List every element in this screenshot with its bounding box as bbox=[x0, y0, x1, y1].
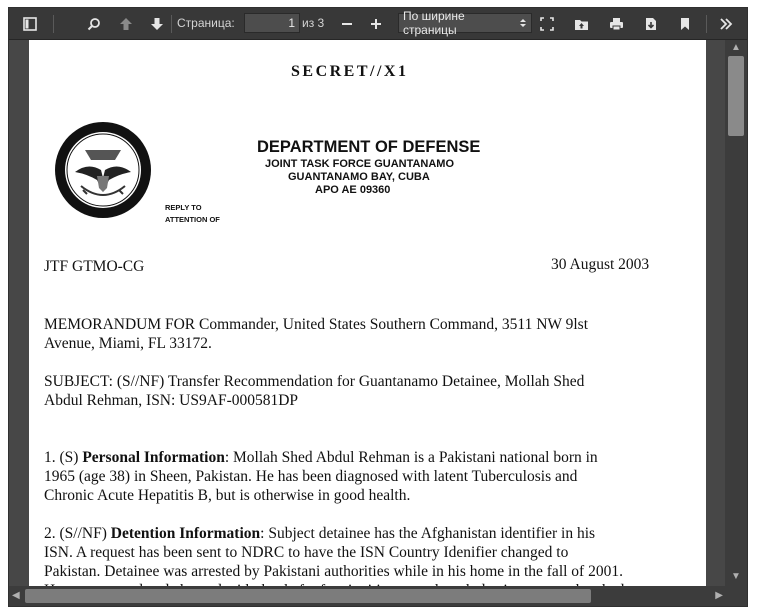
classification-header: SECRET//X1 bbox=[291, 63, 409, 80]
separator bbox=[171, 15, 172, 33]
dod-seal-icon bbox=[53, 120, 153, 220]
arrow-down-icon[interactable] bbox=[146, 12, 168, 36]
page-total: из 3 bbox=[302, 16, 325, 30]
org-line-1: JOINT TASK FORCE GUANTANAMO bbox=[265, 158, 455, 170]
paragraph-2-line-2: ISN. A request has been sent to NDRC to have the ISN Country Idenifier changed to bbox=[44, 544, 569, 561]
zoom-out-icon[interactable] bbox=[338, 12, 356, 36]
select-arrows-icon bbox=[519, 18, 527, 28]
paragraph-2-line-1 bbox=[44, 524, 595, 543]
memo-for-line-2: Avenue, Miami, FL 33172. bbox=[44, 335, 212, 352]
scrollbar-corner bbox=[725, 586, 747, 606]
open-file-icon[interactable] bbox=[571, 12, 591, 36]
paragraph-2-line-3: Pakistan. Detainee was arrested by Pakistani authorities while in his home in the fall of 2001. bbox=[44, 563, 623, 580]
document-page bbox=[29, 40, 706, 600]
org-line-2: GUANTANAMO BAY, CUBA bbox=[288, 171, 430, 183]
scroll-up-icon[interactable]: ▲ bbox=[731, 42, 741, 53]
print-icon[interactable] bbox=[606, 12, 626, 36]
memo-date: 30 August 2003 bbox=[551, 256, 650, 273]
org-line-3: APO AE 09360 bbox=[315, 184, 391, 196]
zoom-in-icon[interactable] bbox=[367, 12, 385, 36]
presentation-mode-icon[interactable] bbox=[537, 12, 557, 36]
document-viewport[interactable] bbox=[9, 40, 726, 586]
page-label: Страница: bbox=[177, 16, 235, 30]
page-number-input[interactable] bbox=[244, 13, 300, 33]
toolbar bbox=[9, 8, 747, 40]
scroll-left-icon[interactable]: ◀ bbox=[12, 590, 20, 601]
arrow-up-icon[interactable] bbox=[115, 12, 137, 36]
zoom-select[interactable] bbox=[398, 9, 532, 37]
paragraph-1-number: 1. (S) bbox=[44, 449, 83, 466]
separator bbox=[53, 15, 54, 33]
subject-line-1: SUBJECT: (S//NF) Transfer Recommendation for Guantanamo Detainee, Mollah Shed bbox=[44, 373, 585, 390]
department-title: DEPARTMENT OF DEFENSE bbox=[257, 138, 481, 156]
tools-menu-icon[interactable] bbox=[715, 12, 737, 36]
zoom-select-value: По ширине страницы bbox=[403, 9, 465, 37]
scroll-right-icon[interactable]: ▶ bbox=[715, 590, 723, 601]
search-icon[interactable] bbox=[83, 12, 105, 36]
office-reference: JTF GTMO-CG bbox=[44, 258, 145, 275]
bookmark-icon[interactable] bbox=[675, 12, 695, 36]
pdf-viewer-window bbox=[8, 7, 748, 607]
horizontal-scrollbar[interactable] bbox=[9, 586, 726, 606]
download-icon[interactable] bbox=[641, 12, 661, 36]
sidebar-toggle-icon[interactable] bbox=[19, 12, 41, 36]
scroll-down-icon[interactable]: ▼ bbox=[731, 571, 741, 582]
memo-for-line-1: MEMORANDUM FOR Commander, United States Southern Command, 3511 NW 9lst bbox=[44, 316, 589, 333]
paragraph-2-heading: Detention Information bbox=[110, 525, 261, 542]
paragraph-1-line-3: Chronic Acute Hepatitis B, but is otherwise in good health. bbox=[44, 487, 411, 504]
paragraph-2-number: 2. (S//NF) bbox=[44, 525, 111, 542]
paragraph-2-text: : Subject detainee has the Afghanistan identifier in his bbox=[260, 525, 596, 542]
paragraph-1-line-1 bbox=[44, 448, 598, 467]
separator bbox=[706, 15, 707, 33]
attention-of-label: ATTENTION OF bbox=[165, 215, 220, 224]
subject-line-2: Abdul Rehman, ISN: US9AF-000581DP bbox=[44, 392, 299, 409]
reply-to-label: REPLY TO bbox=[165, 203, 202, 212]
horizontal-scroll-thumb[interactable] bbox=[25, 589, 591, 603]
paragraph-1-line-2: 1965 (age 38) in Sheen, Pakistan. He has been diagnosed with latent Tuberculosis and bbox=[44, 468, 578, 485]
vertical-scroll-thumb[interactable] bbox=[728, 56, 744, 136]
paragraph-1-text: : Mollah Shed Abdul Rehman is a Pakistani national born in bbox=[224, 449, 598, 466]
paragraph-1-heading: Personal Information bbox=[82, 449, 225, 466]
vertical-scrollbar[interactable] bbox=[725, 40, 747, 586]
